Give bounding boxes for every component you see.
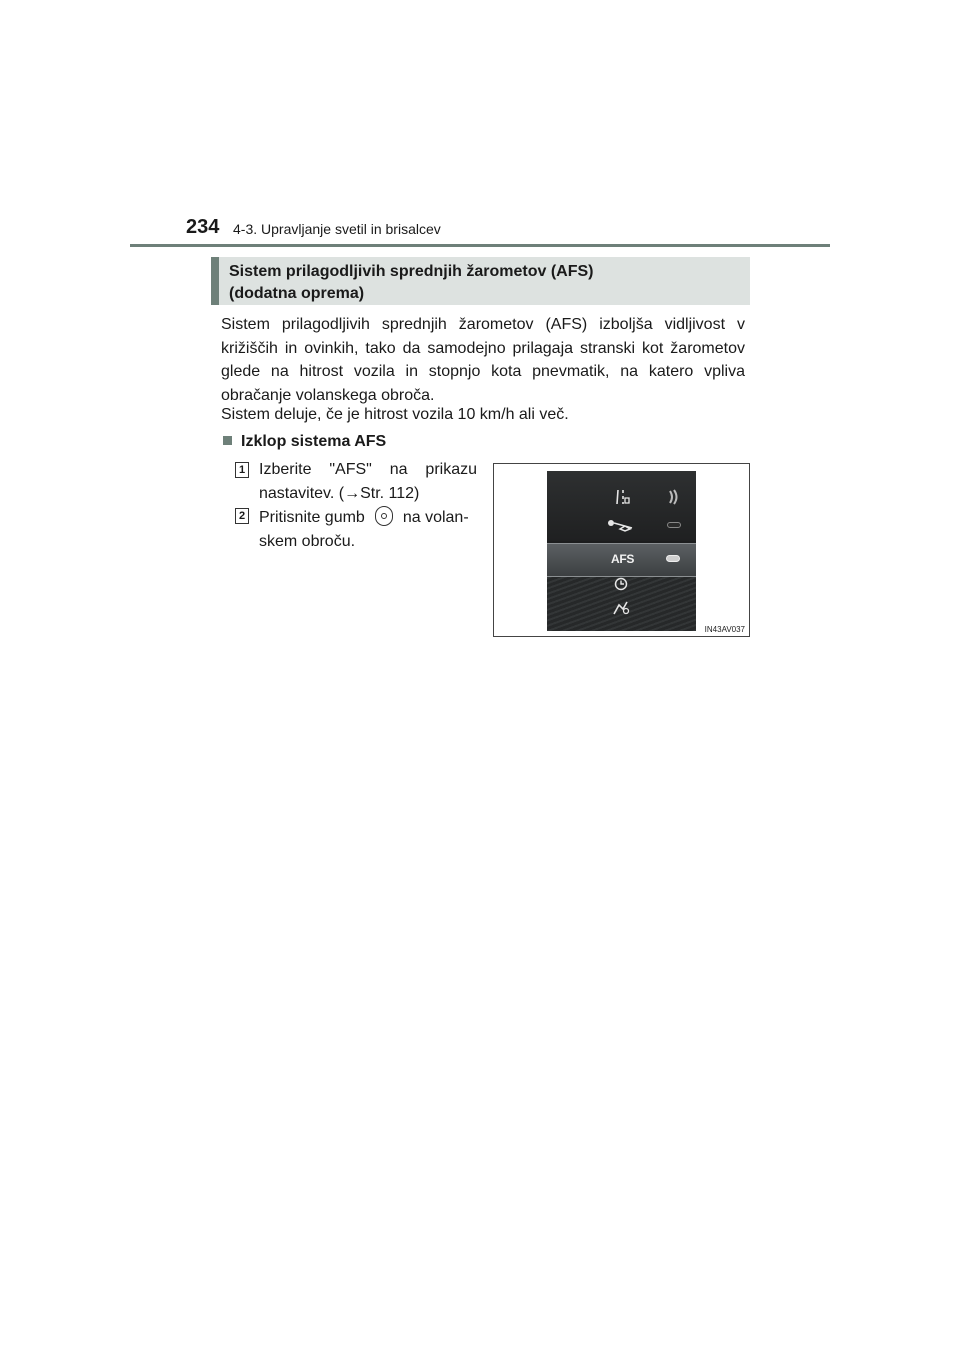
afs-menu-label: AFS xyxy=(611,552,635,566)
speed-paragraph: Sistem deluje, če je hitrost vozila 10 km/h ali več. xyxy=(221,406,569,423)
toggle-on-icon xyxy=(666,555,680,562)
step-2-before-icon: Pritisnite gumb xyxy=(259,509,365,526)
figure-code: IN43AV037 xyxy=(704,625,745,634)
page-number: 234 xyxy=(186,216,220,238)
step-text-1 xyxy=(259,458,477,505)
toggle-off-icon xyxy=(667,522,681,528)
sensor-waves-icon xyxy=(666,487,682,507)
header-rule xyxy=(130,244,830,247)
step-1-line1: Izberite "AFS" na prikazu xyxy=(259,461,477,478)
step-badge-1: 1 xyxy=(235,462,249,478)
parking-sensor-icon xyxy=(611,599,631,617)
section-title-line2: (dodatna oprema) xyxy=(229,285,365,302)
subsection-heading xyxy=(223,432,386,452)
square-bullet-icon xyxy=(223,436,232,445)
step-2-line2: skem obroču. xyxy=(259,532,356,550)
figure-frame xyxy=(493,463,750,637)
section-title-line1: Sistem prilagodljivih sprednjih žarometov (AFS) xyxy=(229,263,594,280)
step-1-line2: nastavitev. (→Str. 112) xyxy=(259,484,420,502)
settings-display-screen xyxy=(547,471,696,631)
clock-icon xyxy=(614,577,628,591)
steering-switch-icon xyxy=(375,506,393,526)
step-badge-2: 2 xyxy=(235,508,249,524)
intro-paragraph: Sistem prilagodljivih sprednjih žarometov (AFS) izboljša vidljivost v križiščih in ovinkih, tako da samodejno prilagaja stranski kot žarometov glede na hitrost vozila in stopnjo kota pnevmatik, na katero vpliva obračanje volanskega obroča. xyxy=(221,316,745,404)
subsection-title: Izklop sistema AFS xyxy=(241,433,387,450)
step-text-2 xyxy=(259,506,477,553)
step-2-after-icon: na volan- xyxy=(402,509,469,526)
section-header-box xyxy=(211,257,750,305)
headlight-auto-icon xyxy=(606,517,634,533)
lane-assist-icon xyxy=(615,488,631,506)
section-reference: 4-3. Upravljanje svetil in brisalcev xyxy=(233,221,441,237)
